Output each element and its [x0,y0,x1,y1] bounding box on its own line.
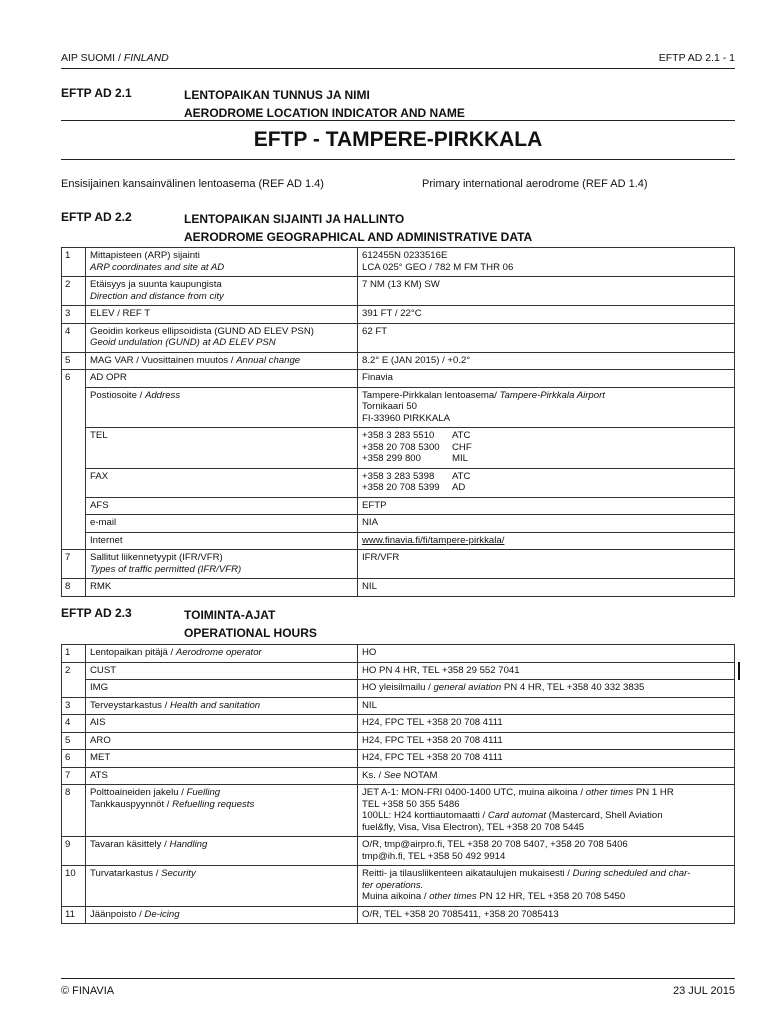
table-row [62,645,735,663]
row-number-empty [62,515,86,533]
row-label: FAX [86,468,358,497]
section-title: LENTOPAIKAN SIJAINTI JA HALLINTO AERODROME GEOGRAPHICAL AND ADMINISTRATIVE DATA [184,212,533,244]
row-label: TEL [86,428,358,469]
table-row [62,715,735,733]
row-number-empty [62,468,86,497]
row-label: Turvatarkastus / Security [86,866,358,907]
row-number: 7 [62,550,86,579]
row-label: Mittapisteen (ARP) sijainti ARP coordinates and site at AD [86,248,358,277]
row-number: 3 [62,697,86,715]
row-label: ELEV / REF T [86,306,358,324]
row-label: AFS [86,497,358,515]
row-number: 7 [62,767,86,785]
row-number: 1 [62,248,86,277]
row-label: Postiosoite / Address [86,387,358,428]
aerodrome-title-box [61,120,735,160]
row-value: H24, FPC TEL +358 20 708 4111 [358,750,735,768]
table-row [62,785,735,837]
row-number-empty [62,428,86,469]
row-value: 7 NM (13 KM) SW [358,277,735,306]
website-link[interactable]: www.finavia.fi/fi/tampere-pirkkala/ [362,534,505,546]
row-value: HO [358,645,735,663]
row-label: e-mail [86,515,358,533]
table-row [62,579,735,597]
row-label: Geoidin korkeus ellipsoidista (GUND AD ELEV PSN) Geoid undulation (GUND) at AD ELEV PSN [86,323,358,352]
row-value: HO yleisilmailu / general aviation PN 4 HR, TEL +358 40 332 3835 [358,680,735,698]
row-label: Sallitut liikennetyypit (IFR/VFR) Types of traffic permitted (IFR/VFR) [86,550,358,579]
row-number: 9 [62,837,86,866]
table-row [62,906,735,924]
row-label: Internet [86,532,358,550]
table-row [62,387,735,428]
row-number: 8 [62,785,86,837]
table-row [62,550,735,579]
section-title: TOIMINTA-AJAT OPERATIONAL HOURS [184,608,317,640]
table-row [62,323,735,352]
header-right: EFTP AD 2.1 - 1 [658,52,735,64]
table-row [62,750,735,768]
section-number: EFTP AD 2.3 [61,606,132,620]
table-row [62,468,735,497]
table-row [62,866,735,907]
row-number: 11 [62,906,86,924]
row-label: Polttoaineiden jakelu / Fuelling Tankkauspyynnöt / Refuelling requests [86,785,358,837]
row-label: Jäänpoisto / De-icing [86,906,358,924]
header-left-italic: FINLAND [123,52,169,64]
table-row [62,306,735,324]
row-label: IMG [86,680,358,698]
row-number: 2 [62,277,86,306]
page-header [61,50,735,69]
table-row [62,428,735,469]
row-value: H24, FPC TEL +358 20 708 4111 [358,715,735,733]
table-row [62,532,735,550]
row-value: EFTP [358,497,735,515]
row-number-empty [62,497,86,515]
row-label: AIS [86,715,358,733]
change-bar [738,662,740,680]
row-value: O/R, TEL +358 20 7085411, +358 20 7085413 [358,906,735,924]
row-value: NIL [358,697,735,715]
row-number-empty [62,532,86,550]
row-value: +358 3 283 5510 ATC +358 20 708 5300 CHF +358 299 800 MIL [358,428,735,469]
row-number-empty [62,680,86,698]
table-row [62,767,735,785]
table-row [62,662,735,680]
table-row [62,837,735,866]
row-value: 8.2° E (JAN 2015) / +0.2° [358,352,735,370]
section-number: EFTP AD 2.2 [61,210,132,224]
footer-right: 23 JUL 2015 [673,985,735,997]
row-value: 62 FT [358,323,735,352]
intro-en: Primary international aerodrome (REF AD 1.4) [422,178,648,190]
table-row [62,732,735,750]
row-label: AD OPR [86,370,358,388]
row-value: +358 3 283 5398 ATC +358 20 708 5399 AD [358,468,735,497]
row-value: Finavia [358,370,735,388]
row-label: MAG VAR / Vuosittainen muutos / Annual change [86,352,358,370]
aerodrome-title: EFTP - TAMPERE-PIRKKALA [253,128,543,151]
table-row [62,370,735,388]
table-row [62,697,735,715]
row-value: IFR/VFR [358,550,735,579]
row-number: 10 [62,866,86,907]
row-number: 4 [62,715,86,733]
row-label: Lentopaikan pitäjä / Aerodrome operator [86,645,358,663]
row-value: NIA [358,515,735,533]
intro-fi: Ensisijainen kansainvälinen lentoasema (REF AD 1.4) [61,178,324,190]
row-value: JET A-1: MON-FRI 0400-1400 UTC, muina aikoina / other times PN 1 HR TEL +358 50 355 5486 100LL: H24 korttiautomaatti / Card automat (Mastercard, Shell Aviation fuel&fly, Visa, Visa Electron), TEL +358 20 708 5445 [358,785,735,837]
table-row [62,248,735,277]
row-label: Tavaran käsittely / Handling [86,837,358,866]
row-value [358,532,735,550]
row-label: CUST [86,662,358,680]
row-number: 6 [62,750,86,768]
row-number: 8 [62,579,86,597]
table-row [62,497,735,515]
header-left-text: AIP SUOMI / [61,52,124,64]
row-number: 3 [62,306,86,324]
row-label: ARO [86,732,358,750]
row-number: 5 [62,732,86,750]
footer-left: © FINAVIA [61,985,115,997]
row-label: RMK [86,579,358,597]
row-value: 391 FT / 22°C [358,306,735,324]
row-value: HO PN 4 HR, TEL +358 29 552 7041 [358,662,735,680]
geo-admin-table [61,247,735,597]
row-number: 6 [62,370,86,388]
section-number: EFTP AD 2.1 [61,86,132,100]
row-label: MET [86,750,358,768]
table-row [62,680,735,698]
table-row [62,352,735,370]
header-left [61,52,169,64]
row-label: ATS [86,767,358,785]
row-number: 5 [62,352,86,370]
row-value: O/R, tmp@airpro.fi, TEL +358 20 708 5407, +358 20 708 5406 tmp@ih.fi, TEL +358 50 492 9914 [358,837,735,866]
row-value: 612455N 0233516E LCA 025° GEO / 782 M FM THR 06 [358,248,735,277]
row-value: Reitti- ja tilausliikenteen aikataulujen mukaisesti / During scheduled and char- ter operations. Muina aikoina / other times PN 12 HR, TEL +358 20 708 5450 [358,866,735,907]
row-number-empty [62,387,86,428]
row-number: 4 [62,323,86,352]
operational-hours-table [61,644,735,924]
row-label: Etäisyys ja suunta kaupungista Direction and distance from city [86,277,358,306]
table-row [62,277,735,306]
row-label: Terveystarkastus / Health and sanitation [86,697,358,715]
footer-rule [61,978,735,979]
row-number: 1 [62,645,86,663]
row-number: 2 [62,662,86,680]
row-value: H24, FPC TEL +358 20 708 4111 [358,732,735,750]
table-row [62,515,735,533]
row-value: Tampere-Pirkkalan lentoasema/ Tampere-Pirkkala Airport Tornikaari 50 FI-33960 PIRKKALA [358,387,735,428]
row-value: NIL [358,579,735,597]
row-value: Ks. / See NOTAM [358,767,735,785]
section-title: LENTOPAIKAN TUNNUS JA NIMI AERODROME LOCATION INDICATOR AND NAME [184,88,465,120]
